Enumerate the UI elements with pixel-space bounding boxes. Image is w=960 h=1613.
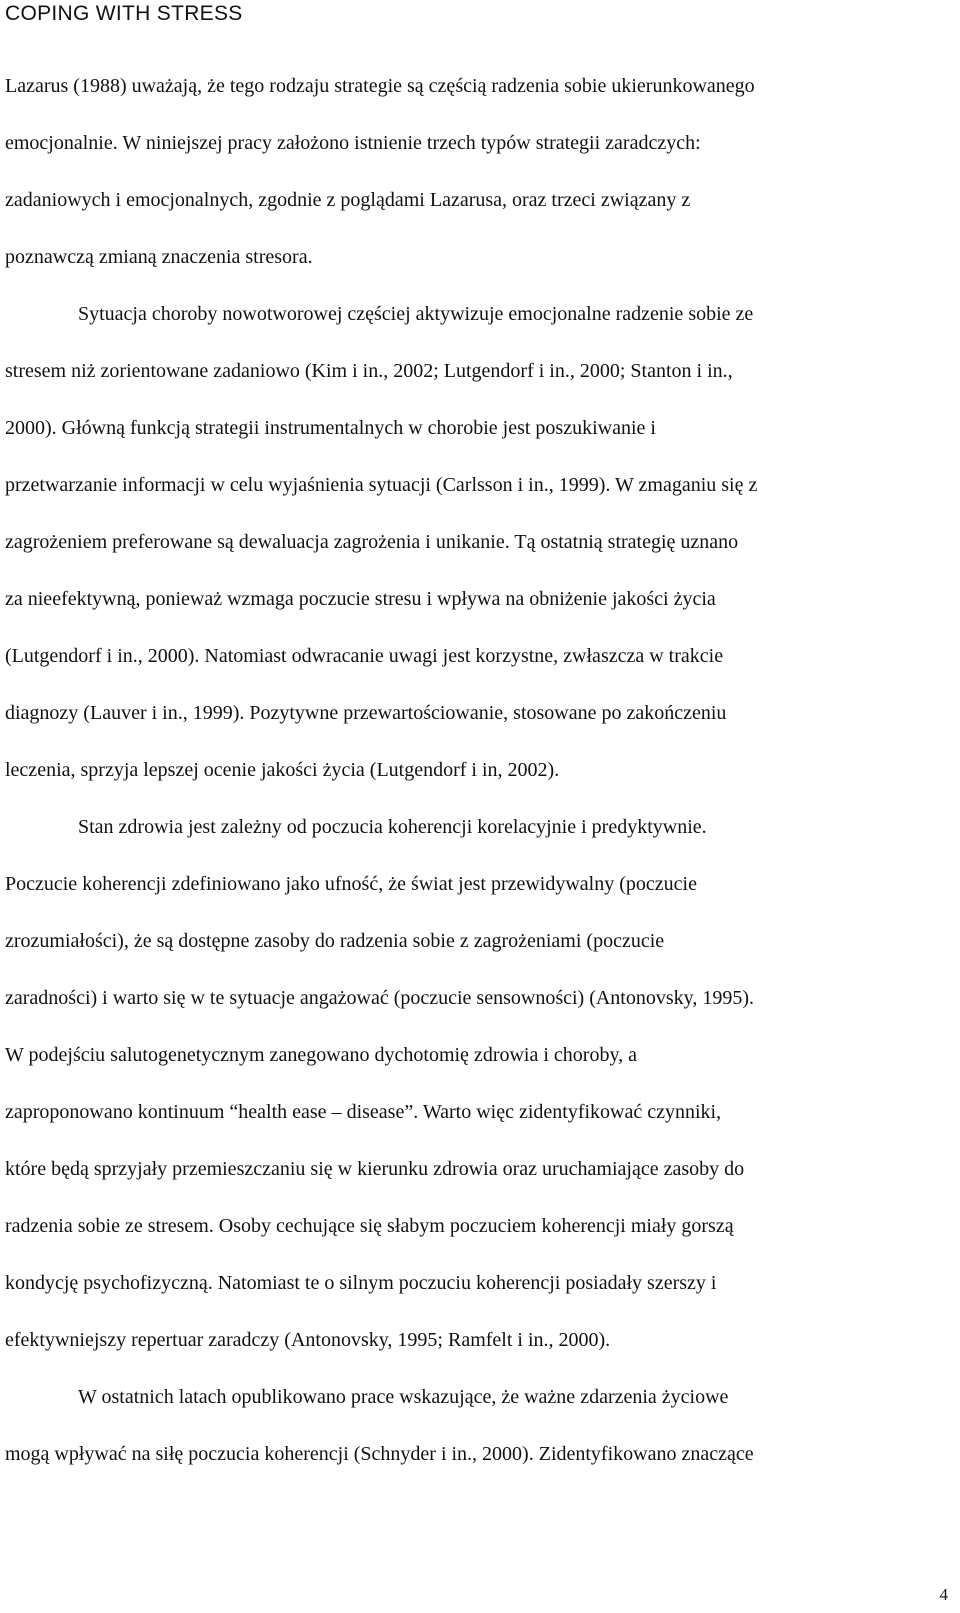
text-line: (Lutgendorf i in., 2000). Natomiast odwracanie uwagi jest korzystne, zwłaszcza w trakcie bbox=[5, 645, 724, 667]
text-line: Poczucie koherencji zdefiniowano jako ufność, że świat jest przewidywalny (poczucie bbox=[5, 873, 697, 895]
text-line: Lazarus (1988) uważają, że tego rodzaju strategie są częścią radzenia sobie ukierunkowanego bbox=[5, 75, 755, 97]
text-line: diagnozy (Lauver i in., 1999). Pozytywne przewartościowanie, stosowane po zakończeniu bbox=[5, 702, 727, 724]
paragraph-start-line: Stan zdrowia jest zależny od poczucia koherencji korelacyjnie i predyktywnie. bbox=[78, 816, 707, 838]
running-header: COPING WITH STRESS bbox=[5, 2, 243, 25]
text-line: 2000). Główną funkcją strategii instrumentalnych w chorobie jest poszukiwanie i bbox=[5, 417, 656, 439]
body-text bbox=[5, 63, 960, 1488]
text-line: zagrożeniem preferowane są dewaluacja zagrożenia i unikanie. Tą ostatnią strategię uznano bbox=[5, 531, 739, 553]
paragraph-start-line: Sytuacja choroby nowotworowej częściej aktywizuje emocjonalne radzenie sobie ze bbox=[78, 303, 754, 325]
text-line: zadaniowych i emocjonalnych, zgodnie z poglądami Lazarusa, oraz trzeci związany z bbox=[5, 189, 691, 211]
text-line: za nieefektywną, ponieważ wzmaga poczucie stresu i wpływa na obniżenie jakości życia bbox=[5, 588, 716, 610]
paragraph-start-line: W ostatnich latach opublikowano prace wskazujące, że ważne zdarzenia życiowe bbox=[78, 1386, 729, 1408]
text-line: radzenia sobie ze stresem. Osoby cechujące się słabym poczuciem koherencji miały gorszą bbox=[5, 1215, 734, 1237]
text-line: mogą wpływać na siłę poczucia koherencji (Schnyder i in., 2000). Zidentyfikowano znaczące bbox=[5, 1443, 754, 1465]
text-line: efektywniejszy repertuar zaradczy (Antonovsky, 1995; Ramfelt i in., 2000). bbox=[5, 1329, 611, 1351]
text-line: poznawczą zmianą znaczenia stresora. bbox=[5, 246, 313, 268]
page-number: 4 bbox=[939, 1585, 948, 1604]
text-line: zrozumiałości), że są dostępne zasoby do radzenia sobie z zagrożeniami (poczucie bbox=[5, 930, 665, 952]
text-line: zaproponowano kontinuum “health ease – disease”. Warto więc zidentyfikować czynniki, bbox=[5, 1101, 722, 1123]
text-line: zaradności) i warto się w te sytuacje angażować (poczucie sensowności) (Antonovsky, 1995). bbox=[5, 987, 755, 1009]
text-line: stresem niż zorientowane zadaniowo (Kim i in., 2002; Lutgendorf i in., 2000; Stanton i in., bbox=[5, 360, 733, 382]
text-line: emocjonalnie. W niniejszej pracy założono istnienie trzech typów strategii zaradczych: bbox=[5, 132, 701, 154]
text-line: leczenia, sprzyja lepszej ocenie jakości życia (Lutgendorf i in, 2002). bbox=[5, 759, 560, 781]
text-line: przetwarzanie informacji w celu wyjaśnienia sytuacji (Carlsson i in., 1999). W zmaganiu się z bbox=[5, 474, 758, 496]
text-line: które będą sprzyjały przemieszczaniu się w kierunku zdrowia oraz uruchamiające zasoby do bbox=[5, 1158, 745, 1180]
text-line: W podejściu salutogenetycznym zanegowano dychotomię zdrowia i choroby, a bbox=[5, 1044, 638, 1066]
text-line: kondycję psychofizyczną. Natomiast te o silnym poczuciu koherencji posiadały szerszy i bbox=[5, 1272, 717, 1294]
